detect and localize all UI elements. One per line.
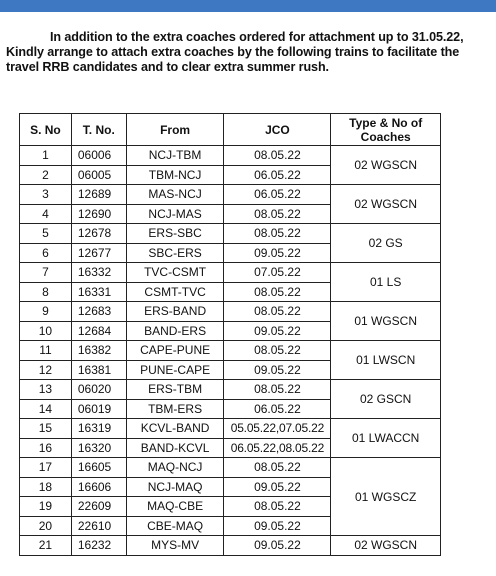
cell-jco: 08.05.22: [224, 380, 331, 400]
header-jco: JCO: [224, 114, 331, 146]
cell-tno: 16382: [71, 341, 126, 361]
cell-sno: 9: [20, 302, 72, 322]
cell-coaches: 01 LWACCN: [331, 419, 441, 458]
cell-from: MAS-NCJ: [126, 185, 224, 205]
cell-jco: 08.05.22: [224, 224, 331, 244]
cell-coaches: 01 WGSCZ: [331, 458, 441, 536]
cell-tno: 06006: [71, 146, 126, 166]
cell-jco: 09.05.22: [224, 243, 331, 263]
table-row: [20, 224, 441, 244]
cell-coaches: 01 LS: [331, 263, 441, 302]
cell-sno: 14: [20, 399, 72, 419]
cell-sno: 13: [20, 380, 72, 400]
cell-from: BAND-KCVL: [126, 438, 224, 458]
cell-jco: 08.05.22: [224, 341, 331, 361]
table-row: [20, 146, 441, 166]
cell-sno: 6: [20, 243, 72, 263]
cell-from: NCJ-MAS: [126, 204, 224, 224]
table-row: [20, 263, 441, 283]
cell-from: CBE-MAQ: [126, 516, 224, 536]
table-row: [20, 536, 441, 556]
cell-jco: 09.05.22: [224, 477, 331, 497]
cell-jco: 08.05.22: [224, 282, 331, 302]
cell-tno: 12684: [71, 321, 126, 341]
cell-tno: 16331: [71, 282, 126, 302]
cell-sno: 3: [20, 185, 72, 205]
cell-from: CAPE-PUNE: [126, 341, 224, 361]
cell-tno: 22610: [71, 516, 126, 536]
cell-jco: 08.05.22: [224, 146, 331, 166]
cell-sno: 4: [20, 204, 72, 224]
cell-jco: 09.05.22: [224, 321, 331, 341]
cell-jco: 06.05.22: [224, 185, 331, 205]
cell-from: NCJ-TBM: [126, 146, 224, 166]
cell-sno: 19: [20, 497, 72, 517]
cell-tno: 12677: [71, 243, 126, 263]
cell-jco: 05.05.22,07.05.22: [224, 419, 331, 439]
cell-from: TBM-ERS: [126, 399, 224, 419]
cell-sno: 7: [20, 263, 72, 283]
cell-sno: 20: [20, 516, 72, 536]
cell-tno: 22609: [71, 497, 126, 517]
cell-tno: 16332: [71, 263, 126, 283]
cell-tno: 06019: [71, 399, 126, 419]
cell-jco: 08.05.22: [224, 204, 331, 224]
header-sno: S. No: [20, 114, 72, 146]
cell-coaches: 02 WGSCN: [331, 536, 441, 556]
header-tno: T. No.: [71, 114, 126, 146]
intro-paragraph: [6, 30, 494, 75]
cell-jco: 06.05.22: [224, 165, 331, 185]
cell-sno: 18: [20, 477, 72, 497]
cell-from: ERS-TBM: [126, 380, 224, 400]
intro-line-1: In addition to the extra coaches ordered for attachment up to 31.05.22,: [50, 30, 464, 44]
coaches-table: [19, 113, 441, 556]
cell-jco: 08.05.22: [224, 302, 331, 322]
cell-coaches: 02 WGSCN: [331, 146, 441, 185]
cell-coaches: 02 GSCN: [331, 380, 441, 419]
cell-tno: 12689: [71, 185, 126, 205]
cell-tno: 16320: [71, 438, 126, 458]
cell-sno: 15: [20, 419, 72, 439]
cell-from: CSMT-TVC: [126, 282, 224, 302]
cell-tno: 12678: [71, 224, 126, 244]
cell-sno: 2: [20, 165, 72, 185]
cell-tno: 12690: [71, 204, 126, 224]
cell-tno: 16381: [71, 360, 126, 380]
cell-from: ERS-SBC: [126, 224, 224, 244]
cell-tno: 12683: [71, 302, 126, 322]
table-row: [20, 380, 441, 400]
cell-coaches: 01 WGSCN: [331, 302, 441, 341]
top-color-bar: [0, 0, 496, 12]
cell-tno: 16605: [71, 458, 126, 478]
cell-jco: 06.05.22,08.05.22: [224, 438, 331, 458]
cell-sno: 21: [20, 536, 72, 556]
cell-jco: 09.05.22: [224, 536, 331, 556]
cell-jco: 08.05.22: [224, 458, 331, 478]
cell-jco: 06.05.22: [224, 399, 331, 419]
cell-coaches: 02 GS: [331, 224, 441, 263]
cell-sno: 17: [20, 458, 72, 478]
cell-tno: 06005: [71, 165, 126, 185]
cell-sno: 12: [20, 360, 72, 380]
cell-from: TVC-CSMT: [126, 263, 224, 283]
cell-from: MAQ-CBE: [126, 497, 224, 517]
cell-from: NCJ-MAQ: [126, 477, 224, 497]
cell-from: MYS-MV: [126, 536, 224, 556]
table-row: [20, 185, 441, 205]
cell-sno: 11: [20, 341, 72, 361]
table-row: [20, 341, 441, 361]
cell-tno: 16319: [71, 419, 126, 439]
cell-tno: 16606: [71, 477, 126, 497]
cell-coaches: 02 WGSCN: [331, 185, 441, 224]
cell-from: BAND-ERS: [126, 321, 224, 341]
cell-from: ERS-BAND: [126, 302, 224, 322]
cell-jco: 08.05.22: [224, 497, 331, 517]
cell-from: SBC-ERS: [126, 243, 224, 263]
header-from: From: [126, 114, 224, 146]
table-row: [20, 458, 441, 478]
cell-tno: 06020: [71, 380, 126, 400]
table-row: [20, 302, 441, 322]
cell-sno: 16: [20, 438, 72, 458]
cell-from: MAQ-NCJ: [126, 458, 224, 478]
cell-sno: 8: [20, 282, 72, 302]
cell-sno: 5: [20, 224, 72, 244]
table-row: [20, 419, 441, 439]
cell-jco: 09.05.22: [224, 360, 331, 380]
cell-from: TBM-NCJ: [126, 165, 224, 185]
header-coaches: Type & No of Coaches: [331, 114, 441, 146]
cell-from: KCVL-BAND: [126, 419, 224, 439]
table-header-row: [20, 114, 441, 146]
intro-line-2: Kindly arrange to attach extra coaches by the following trains to facilitate the: [6, 45, 460, 59]
cell-coaches: 01 LWSCN: [331, 341, 441, 380]
cell-jco: 07.05.22: [224, 263, 331, 283]
cell-sno: 10: [20, 321, 72, 341]
intro-line-3: travel RRB candidates and to clear extra summer rush.: [6, 60, 329, 74]
cell-jco: 09.05.22: [224, 516, 331, 536]
cell-from: PUNE-CAPE: [126, 360, 224, 380]
cell-sno: 1: [20, 146, 72, 166]
cell-tno: 16232: [71, 536, 126, 556]
